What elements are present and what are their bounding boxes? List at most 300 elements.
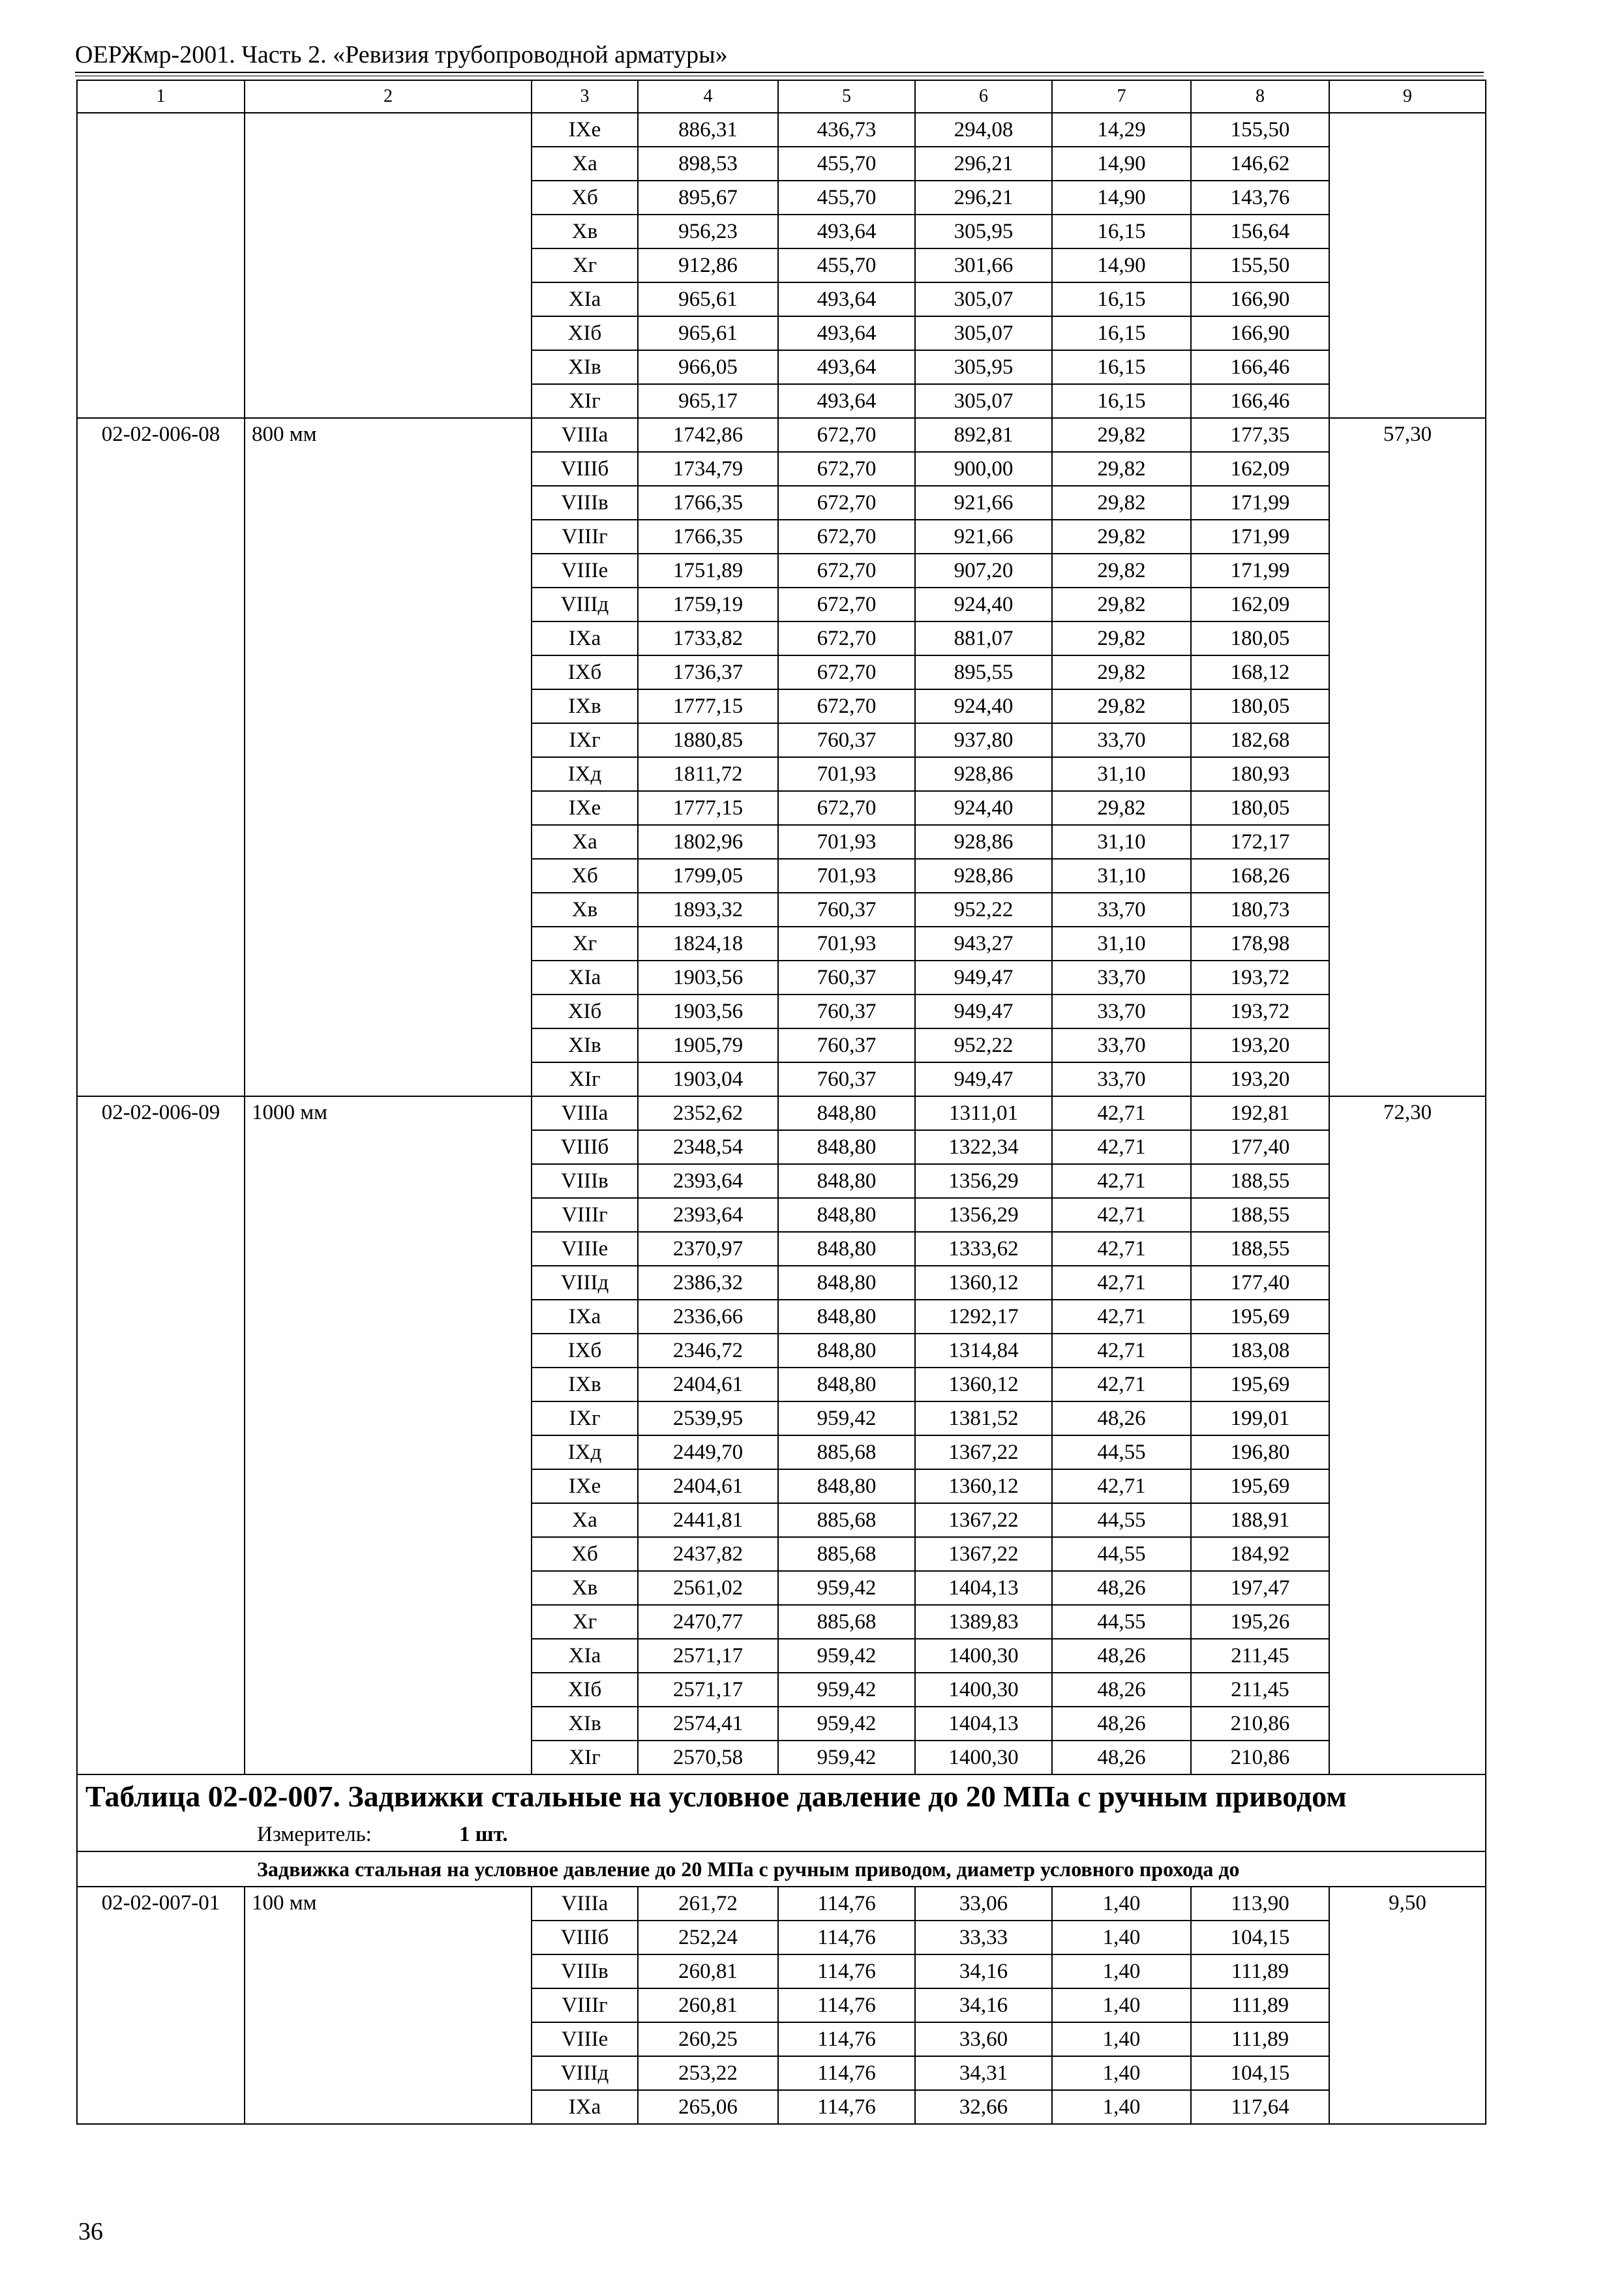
labor-cost: 493,64	[778, 282, 915, 316]
total-cost: 2352,62	[638, 1096, 778, 1130]
total-cost: 965,17	[638, 384, 778, 418]
machine-cost: 1292,17	[915, 1300, 1052, 1334]
labor-cost: 455,70	[778, 147, 915, 181]
machine-cost: 921,66	[915, 520, 1052, 554]
machine-cost: 924,40	[915, 689, 1052, 723]
machine-cost: 1400,30	[915, 1741, 1052, 1774]
materials-cost: 166,46	[1191, 384, 1329, 418]
labor-cost: 959,42	[778, 1741, 915, 1774]
operator-wage: 48,26	[1052, 1707, 1191, 1741]
zone-code: XIа	[532, 961, 638, 995]
rates-table	[76, 80, 1486, 2125]
operator-wage: 29,82	[1052, 486, 1191, 520]
total-cost: 253,22	[638, 2056, 778, 2090]
total-cost: 1905,79	[638, 1028, 778, 1062]
materials-cost: 195,69	[1191, 1469, 1329, 1503]
labor-cost: 493,64	[778, 350, 915, 384]
operator-wage: 48,26	[1052, 1401, 1191, 1435]
operator-wage: 31,10	[1052, 757, 1191, 791]
operator-wage: 42,71	[1052, 1300, 1191, 1334]
zone-code: VIIIе	[532, 2022, 638, 2056]
labor-cost: 672,70	[778, 689, 915, 723]
zone-code: IXг	[532, 1401, 638, 1435]
total-cost: 895,67	[638, 181, 778, 215]
materials-cost: 168,26	[1191, 859, 1329, 893]
total-cost: 2393,64	[638, 1164, 778, 1198]
labor-cost: 701,93	[778, 757, 915, 791]
materials-cost: 195,69	[1191, 1368, 1329, 1401]
total-cost: 898,53	[638, 147, 778, 181]
zone-code: VIIIб	[532, 452, 638, 486]
machine-cost: 924,40	[915, 588, 1052, 621]
zone-code: Xв	[532, 1571, 638, 1605]
materials-cost: 171,99	[1191, 486, 1329, 520]
total-cost: 1733,82	[638, 621, 778, 655]
total-cost: 1766,35	[638, 486, 778, 520]
operator-wage: 42,71	[1052, 1130, 1191, 1164]
operator-wage: 44,55	[1052, 1435, 1191, 1469]
materials-cost: 111,89	[1191, 2022, 1329, 2056]
operator-wage: 14,90	[1052, 181, 1191, 215]
materials-cost: 193,72	[1191, 995, 1329, 1028]
operator-wage: 42,71	[1052, 1266, 1191, 1300]
labor-cost: 672,70	[778, 554, 915, 588]
column-number: 4	[638, 80, 778, 113]
total-cost: 2539,95	[638, 1401, 778, 1435]
materials-cost: 199,01	[1191, 1401, 1329, 1435]
materials-cost: 192,81	[1191, 1096, 1329, 1130]
materials-cost: 188,55	[1191, 1198, 1329, 1232]
total-cost: 261,72	[638, 1887, 778, 1921]
labor-cost: 493,64	[778, 215, 915, 248]
machine-cost: 34,16	[915, 1988, 1052, 2022]
operator-wage: 14,29	[1052, 113, 1191, 147]
materials-cost: 188,55	[1191, 1164, 1329, 1198]
operator-wage: 16,15	[1052, 350, 1191, 384]
zone-code: Xв	[532, 893, 638, 927]
column-number: 6	[915, 80, 1052, 113]
operator-wage: 1,40	[1052, 2022, 1191, 2056]
zone-code: XIб	[532, 995, 638, 1028]
materials-cost: 188,91	[1191, 1503, 1329, 1537]
rate-code: 02-02-006-09	[77, 1096, 245, 1774]
table-row	[77, 1096, 1486, 1130]
materials-cost: 117,64	[1191, 2090, 1329, 2124]
total-cost: 2571,17	[638, 1673, 778, 1707]
total-cost: 2441,81	[638, 1503, 778, 1537]
materials-cost: 166,46	[1191, 350, 1329, 384]
operator-wage: 16,15	[1052, 384, 1191, 418]
labor-cost: 672,70	[778, 621, 915, 655]
operator-wage: 44,55	[1052, 1503, 1191, 1537]
labor-cost: 959,42	[778, 1673, 915, 1707]
materials-cost: 180,05	[1191, 791, 1329, 825]
operator-wage: 42,71	[1052, 1469, 1191, 1503]
labor-cost: 760,37	[778, 1062, 915, 1096]
machine-cost: 1360,12	[915, 1368, 1052, 1401]
zone-code: XIб	[532, 316, 638, 350]
materials-cost: 188,55	[1191, 1232, 1329, 1266]
operator-wage: 1,40	[1052, 2090, 1191, 2124]
materials-cost: 180,05	[1191, 621, 1329, 655]
machine-cost: 1367,22	[915, 1503, 1052, 1537]
zone-code: Xб	[532, 1537, 638, 1571]
operator-wage: 16,15	[1052, 215, 1191, 248]
total-cost: 912,86	[638, 248, 778, 282]
zone-code: Xа	[532, 1503, 638, 1537]
zone-code: IXе	[532, 1469, 638, 1503]
machine-cost: 892,81	[915, 418, 1052, 452]
total-cost: 2336,66	[638, 1300, 778, 1334]
zone-code: XIг	[532, 1062, 638, 1096]
operator-wage: 48,26	[1052, 1741, 1191, 1774]
materials-cost: 211,45	[1191, 1673, 1329, 1707]
table-row	[77, 113, 1486, 147]
total-cost: 260,81	[638, 1988, 778, 2022]
labor-cost: 114,76	[778, 1954, 915, 1988]
total-cost: 260,81	[638, 1954, 778, 1988]
zone-code: XIа	[532, 282, 638, 316]
operator-wage: 42,71	[1052, 1368, 1191, 1401]
total-cost: 886,31	[638, 113, 778, 147]
machine-cost: 33,60	[915, 2022, 1052, 2056]
zone-code: IXг	[532, 723, 638, 757]
table-row	[77, 1887, 1486, 1921]
zone-code: IXв	[532, 689, 638, 723]
operator-wage: 29,82	[1052, 520, 1191, 554]
operator-wage: 29,82	[1052, 418, 1191, 452]
machine-cost: 895,55	[915, 655, 1052, 689]
machine-cost: 1404,13	[915, 1571, 1052, 1605]
zone-code: VIIIд	[532, 2056, 638, 2090]
total-cost: 2386,32	[638, 1266, 778, 1300]
machine-cost: 1400,30	[915, 1639, 1052, 1673]
labor-cost: 848,80	[778, 1198, 915, 1232]
operator-wage: 14,90	[1052, 248, 1191, 282]
meter-value: 1 шт.	[459, 1823, 508, 1846]
total-cost: 2404,61	[638, 1469, 778, 1503]
zone-code: VIIIа	[532, 1887, 638, 1921]
total-cost: 2404,61	[638, 1368, 778, 1401]
operator-wage: 31,10	[1052, 859, 1191, 893]
operator-wage: 48,26	[1052, 1571, 1191, 1605]
rate-code: 02-02-007-01	[77, 1887, 245, 2124]
machine-cost: 949,47	[915, 961, 1052, 995]
materials-cost: 155,50	[1191, 248, 1329, 282]
materials-cost: 162,09	[1191, 588, 1329, 621]
zone-code: VIIIд	[532, 588, 638, 621]
labor-cost: 959,42	[778, 1401, 915, 1435]
total-cost: 965,61	[638, 282, 778, 316]
labor-cost: 885,68	[778, 1537, 915, 1571]
running-header: ОЕРЖмр-2001. Часть 2. «Ревизия трубопроводной арматуры»	[75, 41, 728, 68]
zone-code: VIIIг	[532, 520, 638, 554]
operator-wage: 33,70	[1052, 1062, 1191, 1096]
labor-cost: 848,80	[778, 1232, 915, 1266]
operator-wage: 42,71	[1052, 1164, 1191, 1198]
labor-cost: 885,68	[778, 1503, 915, 1537]
machine-cost: 1322,34	[915, 1130, 1052, 1164]
total-cost: 1759,19	[638, 588, 778, 621]
operator-wage: 1,40	[1052, 2056, 1191, 2090]
materials-cost: 177,40	[1191, 1130, 1329, 1164]
labor-cost: 672,70	[778, 588, 915, 621]
materials-cost: 104,15	[1191, 1921, 1329, 1954]
materials-cost: 177,40	[1191, 1266, 1329, 1300]
machine-cost: 1333,62	[915, 1232, 1052, 1266]
labor-cost: 848,80	[778, 1300, 915, 1334]
materials-cost: 146,62	[1191, 147, 1329, 181]
total-cost: 2393,64	[638, 1198, 778, 1232]
zone-code: IXа	[532, 1300, 638, 1334]
zone-code: IXд	[532, 757, 638, 791]
zone-code: Xв	[532, 215, 638, 248]
machine-cost: 928,86	[915, 757, 1052, 791]
zone-code: VIIIд	[532, 1266, 638, 1300]
machine-cost: 33,06	[915, 1887, 1052, 1921]
machine-cost: 1389,83	[915, 1605, 1052, 1639]
total-cost: 2437,82	[638, 1537, 778, 1571]
machine-cost: 305,07	[915, 282, 1052, 316]
machine-cost: 1360,12	[915, 1469, 1052, 1503]
labor-cost: 114,76	[778, 1988, 915, 2022]
nominal-diameter: 1000 мм	[245, 1096, 532, 1774]
zone-code: VIIIб	[532, 1921, 638, 1954]
machine-cost: 1360,12	[915, 1266, 1052, 1300]
machine-cost: 32,66	[915, 2090, 1052, 2124]
materials-cost: 193,20	[1191, 1028, 1329, 1062]
labor-cost: 114,76	[778, 2090, 915, 2124]
operator-wage: 48,26	[1052, 1673, 1191, 1707]
labor-cost: 455,70	[778, 181, 915, 215]
operator-wage: 31,10	[1052, 927, 1191, 961]
total-cost: 2571,17	[638, 1639, 778, 1673]
zone-code: XIб	[532, 1673, 638, 1707]
total-cost: 2561,02	[638, 1571, 778, 1605]
machine-cost: 907,20	[915, 554, 1052, 588]
machine-cost: 305,95	[915, 350, 1052, 384]
materials-cost: 104,15	[1191, 2056, 1329, 2090]
materials-cost: 172,17	[1191, 825, 1329, 859]
total-cost: 2574,41	[638, 1707, 778, 1741]
materials-cost: 193,72	[1191, 961, 1329, 995]
labor-cost: 701,93	[778, 927, 915, 961]
materials-cost: 166,90	[1191, 316, 1329, 350]
operator-wage: 1,40	[1052, 1887, 1191, 1921]
labor-cost: 701,93	[778, 859, 915, 893]
zone-code: VIIIе	[532, 554, 638, 588]
materials-cost: 180,05	[1191, 689, 1329, 723]
zone-code: Xг	[532, 1605, 638, 1639]
machine-cost: 900,00	[915, 452, 1052, 486]
machine-cost: 33,33	[915, 1921, 1052, 1954]
column-number: 8	[1191, 80, 1329, 113]
total-cost: 260,25	[638, 2022, 778, 2056]
operator-wage: 16,15	[1052, 316, 1191, 350]
total-cost: 966,05	[638, 350, 778, 384]
operator-wage: 42,71	[1052, 1096, 1191, 1130]
zone-code: VIIIв	[532, 486, 638, 520]
labor-hours	[1329, 113, 1486, 418]
total-cost: 252,24	[638, 1921, 778, 1954]
labor-cost: 959,42	[778, 1571, 915, 1605]
zone-code: IXа	[532, 2090, 638, 2124]
zone-code: VIIIв	[532, 1164, 638, 1198]
labor-cost: 848,80	[778, 1164, 915, 1198]
total-cost: 956,23	[638, 215, 778, 248]
zone-code: VIIIг	[532, 1988, 638, 2022]
labor-cost: 672,70	[778, 452, 915, 486]
labor-cost: 436,73	[778, 113, 915, 147]
machine-cost: 921,66	[915, 486, 1052, 520]
total-cost: 1736,37	[638, 655, 778, 689]
operator-wage: 33,70	[1052, 995, 1191, 1028]
zone-code: IXд	[532, 1435, 638, 1469]
materials-cost: 111,89	[1191, 1988, 1329, 2022]
total-cost: 1824,18	[638, 927, 778, 961]
machine-cost: 1367,22	[915, 1435, 1052, 1469]
labor-cost: 959,42	[778, 1639, 915, 1673]
table-row	[77, 418, 1486, 452]
labor-cost: 114,76	[778, 1921, 915, 1954]
machine-cost: 305,95	[915, 215, 1052, 248]
machine-cost: 296,21	[915, 147, 1052, 181]
labor-cost: 701,93	[778, 825, 915, 859]
machine-cost: 1356,29	[915, 1164, 1052, 1198]
operator-wage: 1,40	[1052, 1921, 1191, 1954]
machine-cost: 881,07	[915, 621, 1052, 655]
zone-code: IXе	[532, 791, 638, 825]
materials-cost: 211,45	[1191, 1639, 1329, 1673]
materials-cost: 195,69	[1191, 1300, 1329, 1334]
labor-cost: 114,76	[778, 2022, 915, 2056]
operator-wage: 29,82	[1052, 655, 1191, 689]
operator-wage: 44,55	[1052, 1605, 1191, 1639]
operator-wage: 29,82	[1052, 588, 1191, 621]
labor-cost: 885,68	[778, 1605, 915, 1639]
machine-cost: 294,08	[915, 113, 1052, 147]
zone-code: VIIIг	[532, 1198, 638, 1232]
zone-code: IXа	[532, 621, 638, 655]
labor-cost: 493,64	[778, 384, 915, 418]
meter-cell	[77, 1818, 1486, 1851]
operator-wage: 42,71	[1052, 1198, 1191, 1232]
description-row	[77, 1851, 1486, 1887]
operator-wage: 48,26	[1052, 1639, 1191, 1673]
labor-cost: 760,37	[778, 1028, 915, 1062]
zone-code: Xг	[532, 927, 638, 961]
total-cost: 1802,96	[638, 825, 778, 859]
zone-code: Xб	[532, 859, 638, 893]
operator-wage: 44,55	[1052, 1537, 1191, 1571]
materials-cost: 177,35	[1191, 418, 1329, 452]
zone-code: Xа	[532, 147, 638, 181]
operator-wage: 29,82	[1052, 554, 1191, 588]
materials-cost: 111,89	[1191, 1954, 1329, 1988]
labor-cost: 885,68	[778, 1435, 915, 1469]
machine-cost: 1381,52	[915, 1401, 1052, 1435]
total-cost: 265,06	[638, 2090, 778, 2124]
labor-cost: 455,70	[778, 248, 915, 282]
machine-cost: 928,86	[915, 859, 1052, 893]
labor-cost: 672,70	[778, 486, 915, 520]
labor-cost: 848,80	[778, 1130, 915, 1164]
materials-cost: 184,92	[1191, 1537, 1329, 1571]
machine-cost: 949,47	[915, 995, 1052, 1028]
operator-wage: 1,40	[1052, 1988, 1191, 2022]
machine-cost: 1311,01	[915, 1096, 1052, 1130]
item-description: Задвижка стальная на условное давление до 20 МПа с ручным приводом, диаметр условного прохода до	[77, 1851, 1486, 1887]
total-cost: 1742,86	[638, 418, 778, 452]
column-number: 3	[532, 80, 638, 113]
operator-wage: 29,82	[1052, 791, 1191, 825]
column-number: 5	[778, 80, 915, 113]
total-cost: 2449,70	[638, 1435, 778, 1469]
zone-code: XIв	[532, 1707, 638, 1741]
zone-code: VIIIа	[532, 1096, 638, 1130]
table-title: Таблица 02-02-007. Задвижки стальные на условное давление до 20 МПа с ручным приводом	[77, 1774, 1486, 1818]
machine-cost: 924,40	[915, 791, 1052, 825]
machine-cost: 305,07	[915, 384, 1052, 418]
total-cost: 1751,89	[638, 554, 778, 588]
labor-cost: 959,42	[778, 1707, 915, 1741]
materials-cost: 180,93	[1191, 757, 1329, 791]
labor-cost: 760,37	[778, 893, 915, 927]
machine-cost: 296,21	[915, 181, 1052, 215]
zone-code: XIв	[532, 1028, 638, 1062]
materials-cost: 182,68	[1191, 723, 1329, 757]
zone-code: VIIIв	[532, 1954, 638, 1988]
materials-cost: 183,08	[1191, 1334, 1329, 1368]
materials-cost: 171,99	[1191, 520, 1329, 554]
total-cost: 1777,15	[638, 689, 778, 723]
total-cost: 1893,32	[638, 893, 778, 927]
operator-wage: 29,82	[1052, 621, 1191, 655]
operator-wage: 33,70	[1052, 961, 1191, 995]
labor-cost: 114,76	[778, 1887, 915, 1921]
labor-hours: 72,30	[1329, 1096, 1486, 1774]
labor-cost: 760,37	[778, 723, 915, 757]
operator-wage: 33,70	[1052, 1028, 1191, 1062]
zone-code: IXе	[532, 113, 638, 147]
materials-cost: 162,09	[1191, 452, 1329, 486]
zone-code: VIIIе	[532, 1232, 638, 1266]
labor-cost: 672,70	[778, 418, 915, 452]
zone-code: Xб	[532, 181, 638, 215]
zone-code: XIг	[532, 1741, 638, 1774]
machine-cost: 952,22	[915, 1028, 1052, 1062]
zone-code: IXв	[532, 1368, 638, 1401]
materials-cost: 210,86	[1191, 1707, 1329, 1741]
nominal-diameter: 100 мм	[245, 1887, 532, 2124]
total-cost: 1766,35	[638, 520, 778, 554]
zone-code: VIIIа	[532, 418, 638, 452]
machine-cost: 949,47	[915, 1062, 1052, 1096]
operator-wage: 33,70	[1052, 723, 1191, 757]
materials-cost: 168,12	[1191, 655, 1329, 689]
total-cost: 1903,56	[638, 961, 778, 995]
machine-cost: 34,16	[915, 1954, 1052, 1988]
total-cost: 1903,04	[638, 1062, 778, 1096]
materials-cost: 143,76	[1191, 181, 1329, 215]
operator-wage: 16,15	[1052, 282, 1191, 316]
materials-cost: 178,98	[1191, 927, 1329, 961]
operator-wage: 33,70	[1052, 893, 1191, 927]
materials-cost: 171,99	[1191, 554, 1329, 588]
rate-code: 02-02-006-08	[77, 418, 245, 1096]
page-number: 36	[78, 2218, 103, 2245]
total-cost: 1811,72	[638, 757, 778, 791]
